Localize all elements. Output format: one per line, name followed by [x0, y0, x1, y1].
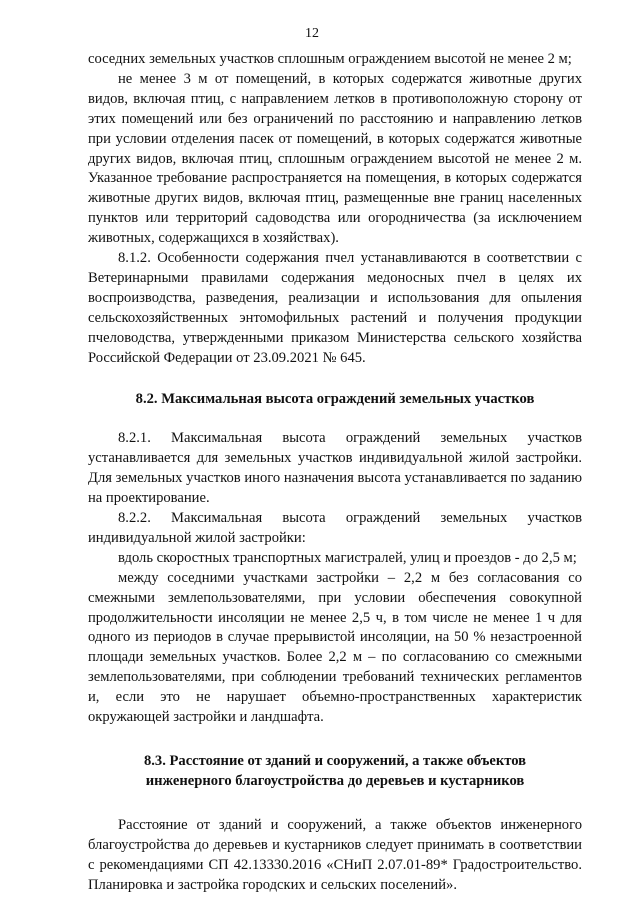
section-heading-8-2: 8.2. Максимальная высота ограждений земельных участков: [135, 390, 535, 407]
document-body: [88, 50, 582, 895]
section-heading-8-3-line1: 8.3. Расстояние от зданий и сооружений, а также объектов: [143, 753, 527, 769]
paragraph-8-3: Расстояние от зданий и сооружений, а также объектов инженерного благоустройства до деревьев и кустарников следует принимать в соответствии с рекомендациями СП 42.13330.2016 «СНиП 2.07.01-89* Градостроительство. Планировка и застройка городских и сельских поселений».: [88, 816, 582, 893]
section-heading-8-3-line2: инженерного благоустройства до деревьев и кустарников: [145, 772, 525, 789]
section-heading-8-3: [88, 752, 582, 792]
paragraph-8-2-1: 8.2.1. Максимальная высота ограждений земельных участков устанавливается для земельных участков индивидуальной жилой застройки. Для земельных участков иного назначения высота устанавливается по заданию на проектирование.: [88, 430, 582, 507]
paragraph-beekeeping-distance: не менее 3 м от помещений, в которых содержатся животные других видов, включая птиц, с направлением летков в противоположную сторону от этих помещений или без ограничений по расстоянию и направлению летков при условии отделения пасек от помещений, в которых содержатся животные других видов, включая птиц, сплошным ограждением высотой не менее 2 м. Указанное требование распространяется на помещения, в которых содержатся животные других видов, включая птиц, размещенные вне границ населенных пунктов или территорий садоводства или огородничества (за исключением животных, содержащихся в хозяйствах).: [88, 70, 582, 247]
paragraph-neighbors-height: между соседними участками застройки – 2,2 м без согласования со смежными землепользователями, при условии обеспечения совокупной продолжительности инсоляции не менее 2,5 ч, в том числе не менее 1 ч для одного из периодов в случае прерывистой инсоляции, на 50 % незастроенной площади земельных участков. Более 2,2 м – по согласованию со смежными землепользователями, при соблюдении требований технических регламентов и, если это не нарушает объемно-пространственных характеристик окружающей застройки и ландшафта.: [88, 569, 582, 726]
paragraph-continuation: соседних земельных участков сплошным ограждением высотой не менее 2 м;: [88, 51, 572, 67]
paragraph-roads-height: вдоль скоростных транспортных магистралей, улиц и проездов - до 2,5 м;: [118, 549, 577, 566]
page-number: 12: [305, 26, 319, 41]
paragraph-8-2-2: 8.2.2. Максимальная высота ограждений земельных участков индивидуальной жилой застройки:: [88, 510, 582, 546]
paragraph-8-1-2: 8.1.2. Особенности содержания пчел устанавливаются в соответствии с Ветеринарными правилами содержания медоносных пчел в целях их воспроизводства, разведения, реализации и использования для опыления сельскохозяйственных энтомофильных растений и получения продукции пчеловодства, утвержденными приказом Министерства сельского хозяйства Российской Федерации от 23.09.2021 № 645.: [88, 250, 582, 366]
